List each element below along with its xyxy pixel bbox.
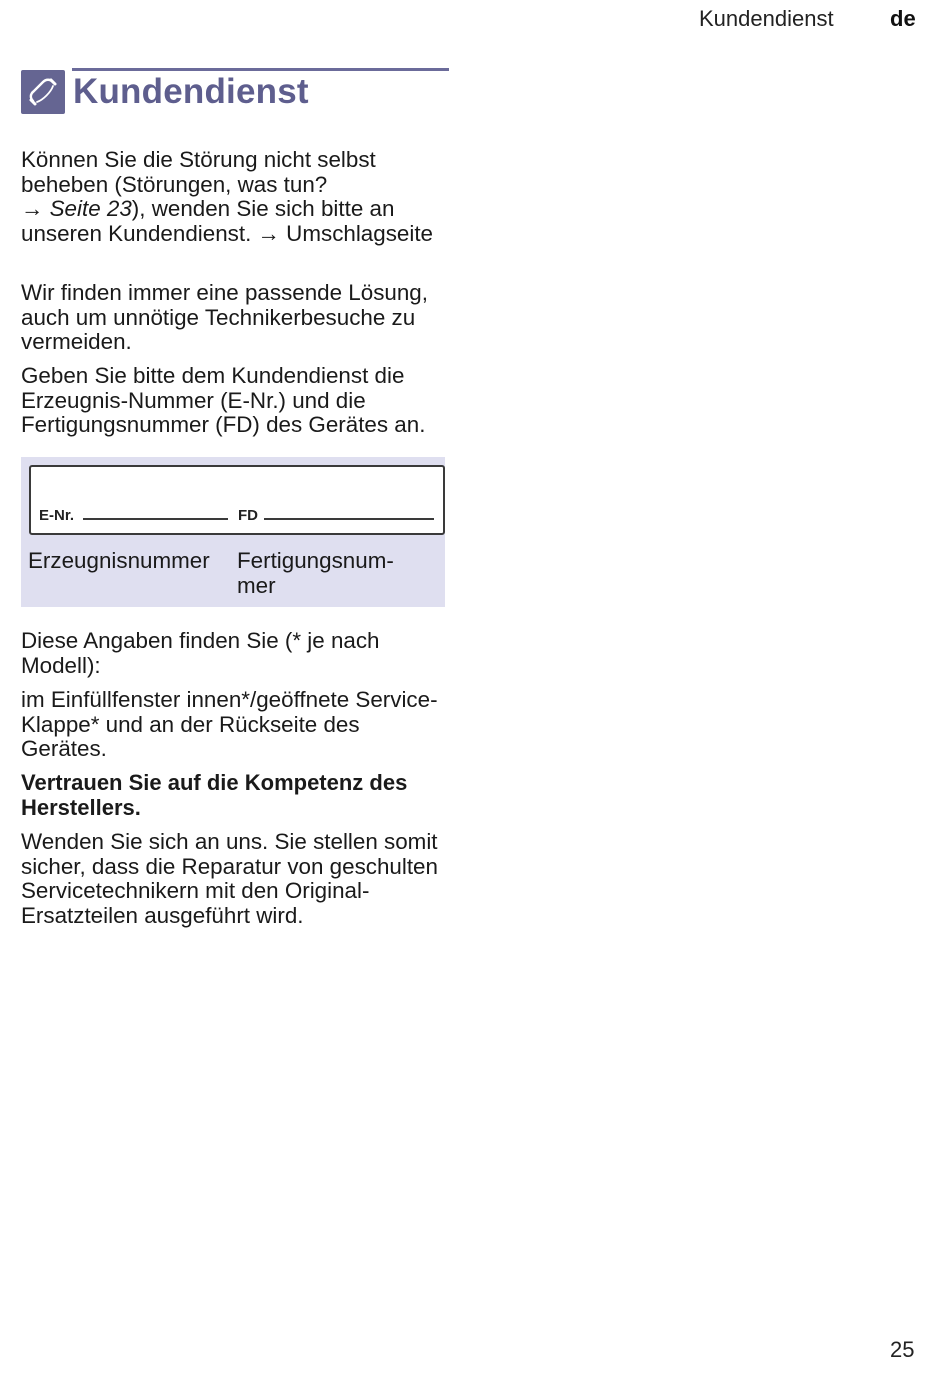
paragraph-trust-heading: Vertrauen Sie auf die Kompetenz des Herstellers.: [21, 770, 408, 820]
running-header-language: de: [890, 6, 916, 31]
rating-plate: [29, 465, 445, 535]
rating-plate-panel: [21, 457, 445, 607]
paragraph-contact-text-a: Können Sie die Störung nicht selbst beheben (Störungen, was tun?: [21, 147, 376, 197]
fd-caption: [237, 549, 437, 598]
title-rule: [72, 68, 449, 71]
phone-icon: [21, 70, 65, 114]
paragraph-trust-body: Wenden Sie sich an uns. Sie stellen somit sicher, dass die Reparatur von geschulten Servicetechnikern mit den Original-Ersatzteilen ausgeführt wird.: [21, 829, 438, 928]
paragraph-contact: [21, 148, 451, 246]
running-header-section: Kundendienst: [699, 6, 834, 31]
arrow-icon: →: [257, 220, 280, 246]
paragraph-numbers: Geben Sie bitte dem Kundendienst die Erzeugnis-Nummer (E-Nr.) und die Fertigungsnummer (FD) des Gerätes an.: [21, 363, 426, 438]
fd-line: [264, 518, 434, 520]
enr-caption: [28, 549, 228, 574]
enr-line: [83, 518, 228, 520]
paragraph-contact-text-b: ), wenden Sie sich bitte an unseren Kundendienst.: [21, 196, 395, 246]
paragraph-solution: Wir finden immer eine passende Lösung, auch um unnötige Technikerbesuche zu vermeiden.: [21, 280, 428, 355]
fd-label: FD: [238, 507, 258, 524]
enr-label: E-Nr.: [39, 507, 75, 524]
enr-caption-text: Erzeugnisnummer: [28, 548, 210, 573]
page-reference: Seite 23: [49, 196, 132, 222]
page-title: Kundendienst: [73, 72, 309, 111]
arrow-icon: →: [21, 196, 44, 222]
fd-caption-line-2: mer: [237, 572, 276, 598]
fd-caption-line-1: Fertigungsnum-: [237, 548, 394, 573]
page-number: 25: [890, 1337, 915, 1362]
cover-page-reference: Umschlagseite: [286, 220, 434, 246]
paragraph-location-intro: Diese Angaben finden Sie (* je nach Modell):: [21, 628, 380, 678]
paragraph-location: im Einfüllfenster innen*/geöffnete Service-Klappe* und an der Rückseite des Gerätes.: [21, 687, 438, 762]
